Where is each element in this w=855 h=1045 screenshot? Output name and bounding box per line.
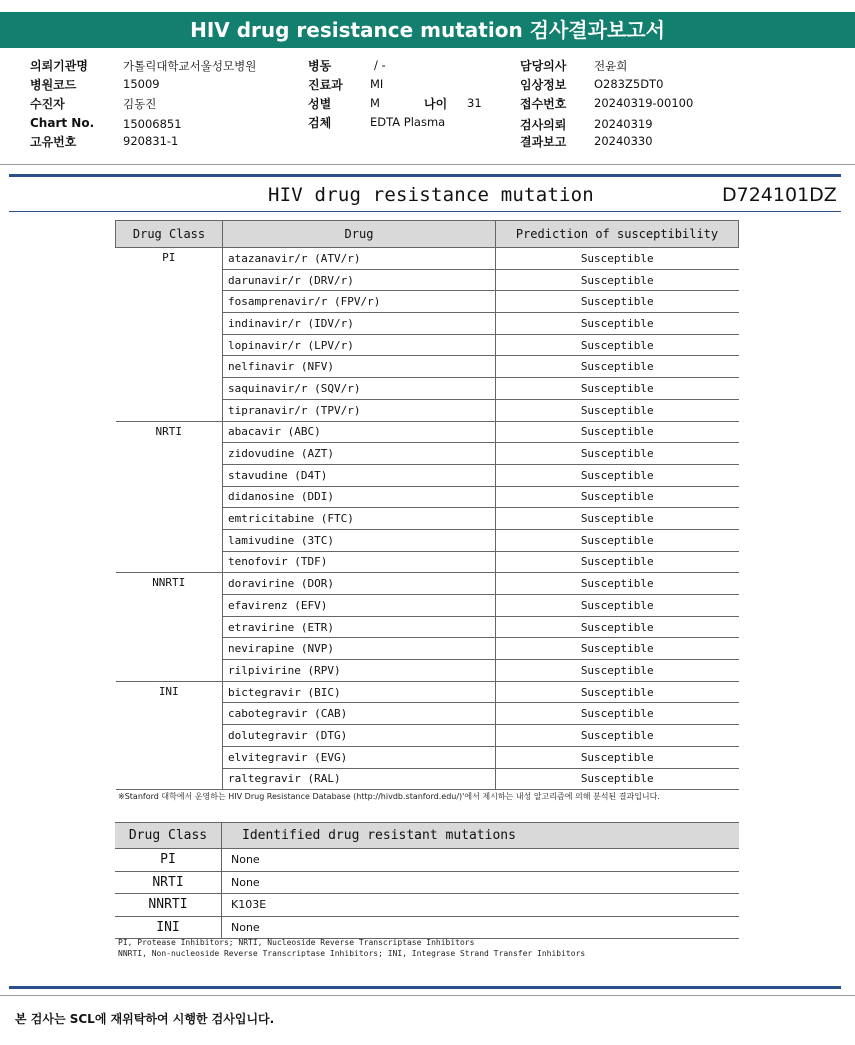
drug-cell: bictegravir (BIC) [223, 681, 496, 703]
divider [0, 164, 855, 165]
mutation-cell: K103E [222, 894, 740, 917]
table-row [115, 916, 739, 939]
prediction-cell: Susceptible [496, 551, 739, 573]
prediction-cell: Susceptible [496, 486, 739, 508]
prediction-cell: Susceptible [496, 768, 739, 790]
ward-value: / - [374, 58, 386, 72]
test-code: D724101DZ [722, 184, 837, 206]
prediction-cell: Susceptible [496, 291, 739, 313]
table-row [116, 573, 739, 595]
prediction-cell: Susceptible [496, 529, 739, 551]
hospital-code-value: 15009 [123, 77, 160, 91]
drug-cell: rilpivirine (RPV) [223, 660, 496, 682]
clinical-label: 임상정보 [520, 78, 567, 92]
drug-cell: elvitegravir (EVG) [223, 746, 496, 768]
table-row [115, 849, 739, 872]
institution-value: 가톨릭대학교서울성모병원 [123, 59, 257, 73]
request-label: 검사의뢰 [520, 118, 567, 132]
drug-cell: dolutegravir (DTG) [223, 725, 496, 747]
prediction-cell: Susceptible [496, 703, 739, 725]
dept-value: MI [370, 77, 384, 91]
mutation-cell: None [222, 916, 740, 939]
prediction-cell: Susceptible [496, 248, 739, 270]
dept-label: 진료과 [308, 78, 343, 92]
drug-cell: emtricitabine (FTC) [223, 508, 496, 530]
request-value: 20240319 [594, 117, 653, 131]
database-note: ※Stanford 대학에서 운영하는 HIV Drug Resistance Database (http://hivdb.stanford.edu/)'에서 제시하는 내성 알고리즘에 의해 분석된 결과입니다. [118, 792, 660, 801]
drug-cell: raltegravir (RAL) [223, 768, 496, 790]
prediction-cell: Susceptible [496, 638, 739, 660]
table-row [115, 894, 739, 917]
abbreviations [118, 937, 585, 959]
table-row [116, 681, 739, 703]
mutation-cell: None [222, 871, 740, 894]
patient-value: 김동진 [123, 97, 157, 111]
drug-cell: fosamprenavir/r (FPV/r) [223, 291, 496, 313]
section-rule-top [9, 174, 841, 177]
drug-cell: tipranavir/r (TPV/r) [223, 399, 496, 421]
col-drug-class: Drug Class [116, 221, 223, 248]
drug-cell: lopinavir/r (LPV/r) [223, 334, 496, 356]
sex-label: 성별 [308, 97, 332, 111]
unique-id-value: 920831-1 [123, 134, 179, 148]
age-label: 나이 [424, 97, 448, 111]
drug-cell: abacavir (ABC) [223, 421, 496, 443]
prediction-cell: Susceptible [496, 508, 739, 530]
footer-note: 본 검사는 SCL에 재위탁하여 시행한 검사입니다. [15, 1012, 275, 1026]
class-cell: NNRTI [115, 894, 222, 917]
table-header-row [116, 221, 739, 248]
report-title: HIV drug resistance mutation 검사결과보고서 [0, 12, 855, 48]
section-rule [9, 211, 841, 212]
unique-id-label: 고유번호 [30, 135, 77, 149]
prediction-cell: Susceptible [496, 725, 739, 747]
drug-cell: stavudine (D4T) [223, 464, 496, 486]
drug-cell: efavirenz (EFV) [223, 595, 496, 617]
col-mutations: Identified drug resistant mutations [222, 823, 740, 849]
result-label: 결과보고 [520, 135, 567, 149]
patient-info [0, 52, 855, 164]
drug-cell: zidovudine (AZT) [223, 443, 496, 465]
mutation-cell: None [222, 849, 740, 872]
prediction-cell: Susceptible [496, 313, 739, 335]
drug-class-cell: INI [116, 681, 223, 789]
chart-value: 15006851 [123, 117, 182, 131]
result-value: 20240330 [594, 134, 653, 148]
specimen-value: EDTA Plasma [370, 115, 446, 129]
drug-class-cell: NNRTI [116, 573, 223, 681]
table-header-row [115, 823, 739, 849]
institution-label: 의뢰기관명 [30, 59, 88, 73]
table-row [116, 248, 739, 270]
doctor-value: 전윤희 [594, 59, 628, 73]
receipt-value: 20240319-00100 [594, 96, 694, 110]
drug-cell: indinavir/r (IDV/r) [223, 313, 496, 335]
drug-cell: darunavir/r (DRV/r) [223, 269, 496, 291]
specimen-label: 검체 [308, 116, 332, 130]
susceptibility-body [116, 248, 739, 790]
abbrev-line-1: PI, Protease Inhibitors; NRTI, Nucleoside Reverse Transcriptase Inhibitors [118, 938, 475, 947]
drug-cell: lamivudine (3TC) [223, 529, 496, 551]
table-row [115, 871, 739, 894]
section-header [0, 182, 855, 212]
prediction-cell: Susceptible [496, 573, 739, 595]
col-prediction: Prediction of susceptibility [496, 221, 739, 248]
hospital-code-label: 병원코드 [30, 78, 77, 92]
section-title: HIV drug resistance mutation [268, 184, 594, 206]
prediction-cell: Susceptible [496, 334, 739, 356]
drug-cell: atazanavir/r (ATV/r) [223, 248, 496, 270]
prediction-cell: Susceptible [496, 660, 739, 682]
mutations-table [115, 822, 739, 939]
divider [0, 995, 855, 996]
prediction-cell: Susceptible [496, 443, 739, 465]
col-drug: Drug [223, 221, 496, 248]
chart-label: Chart No. [30, 116, 95, 130]
prediction-cell: Susceptible [496, 616, 739, 638]
class-cell: NRTI [115, 871, 222, 894]
ward-label: 병동 [308, 59, 332, 73]
class-cell: INI [115, 916, 222, 939]
drug-cell: didanosine (DDI) [223, 486, 496, 508]
class-cell: PI [115, 849, 222, 872]
abbrev-line-2: NNRTI, Non-nucleoside Reverse Transcriptase Inhibitors; INI, Integrase Strand Transfer Inhibitors [118, 949, 586, 958]
section-rule-bottom [9, 986, 841, 989]
prediction-cell: Susceptible [496, 356, 739, 378]
prediction-cell: Susceptible [496, 269, 739, 291]
receipt-label: 접수번호 [520, 97, 567, 111]
col-drug-class: Drug Class [115, 823, 222, 849]
sex-value: M [370, 96, 380, 110]
doctor-label: 담당의사 [520, 59, 567, 73]
prediction-cell: Susceptible [496, 378, 739, 400]
prediction-cell: Susceptible [496, 421, 739, 443]
patient-label: 수진자 [30, 97, 65, 111]
age-value: 31 [467, 96, 482, 110]
drug-cell: doravirine (DOR) [223, 573, 496, 595]
susceptibility-table [115, 220, 739, 790]
prediction-cell: Susceptible [496, 746, 739, 768]
prediction-cell: Susceptible [496, 399, 739, 421]
drug-cell: saquinavir/r (SQV/r) [223, 378, 496, 400]
drug-class-cell: NRTI [116, 421, 223, 573]
drug-cell: nelfinavir (NFV) [223, 356, 496, 378]
drug-class-cell: PI [116, 248, 223, 422]
drug-cell: tenofovir (TDF) [223, 551, 496, 573]
drug-cell: etravirine (ETR) [223, 616, 496, 638]
prediction-cell: Susceptible [496, 595, 739, 617]
drug-cell: nevirapine (NVP) [223, 638, 496, 660]
prediction-cell: Susceptible [496, 464, 739, 486]
prediction-cell: Susceptible [496, 681, 739, 703]
drug-cell: cabotegravir (CAB) [223, 703, 496, 725]
table-row [116, 421, 739, 443]
clinical-value: O283Z5DT0 [594, 77, 664, 91]
